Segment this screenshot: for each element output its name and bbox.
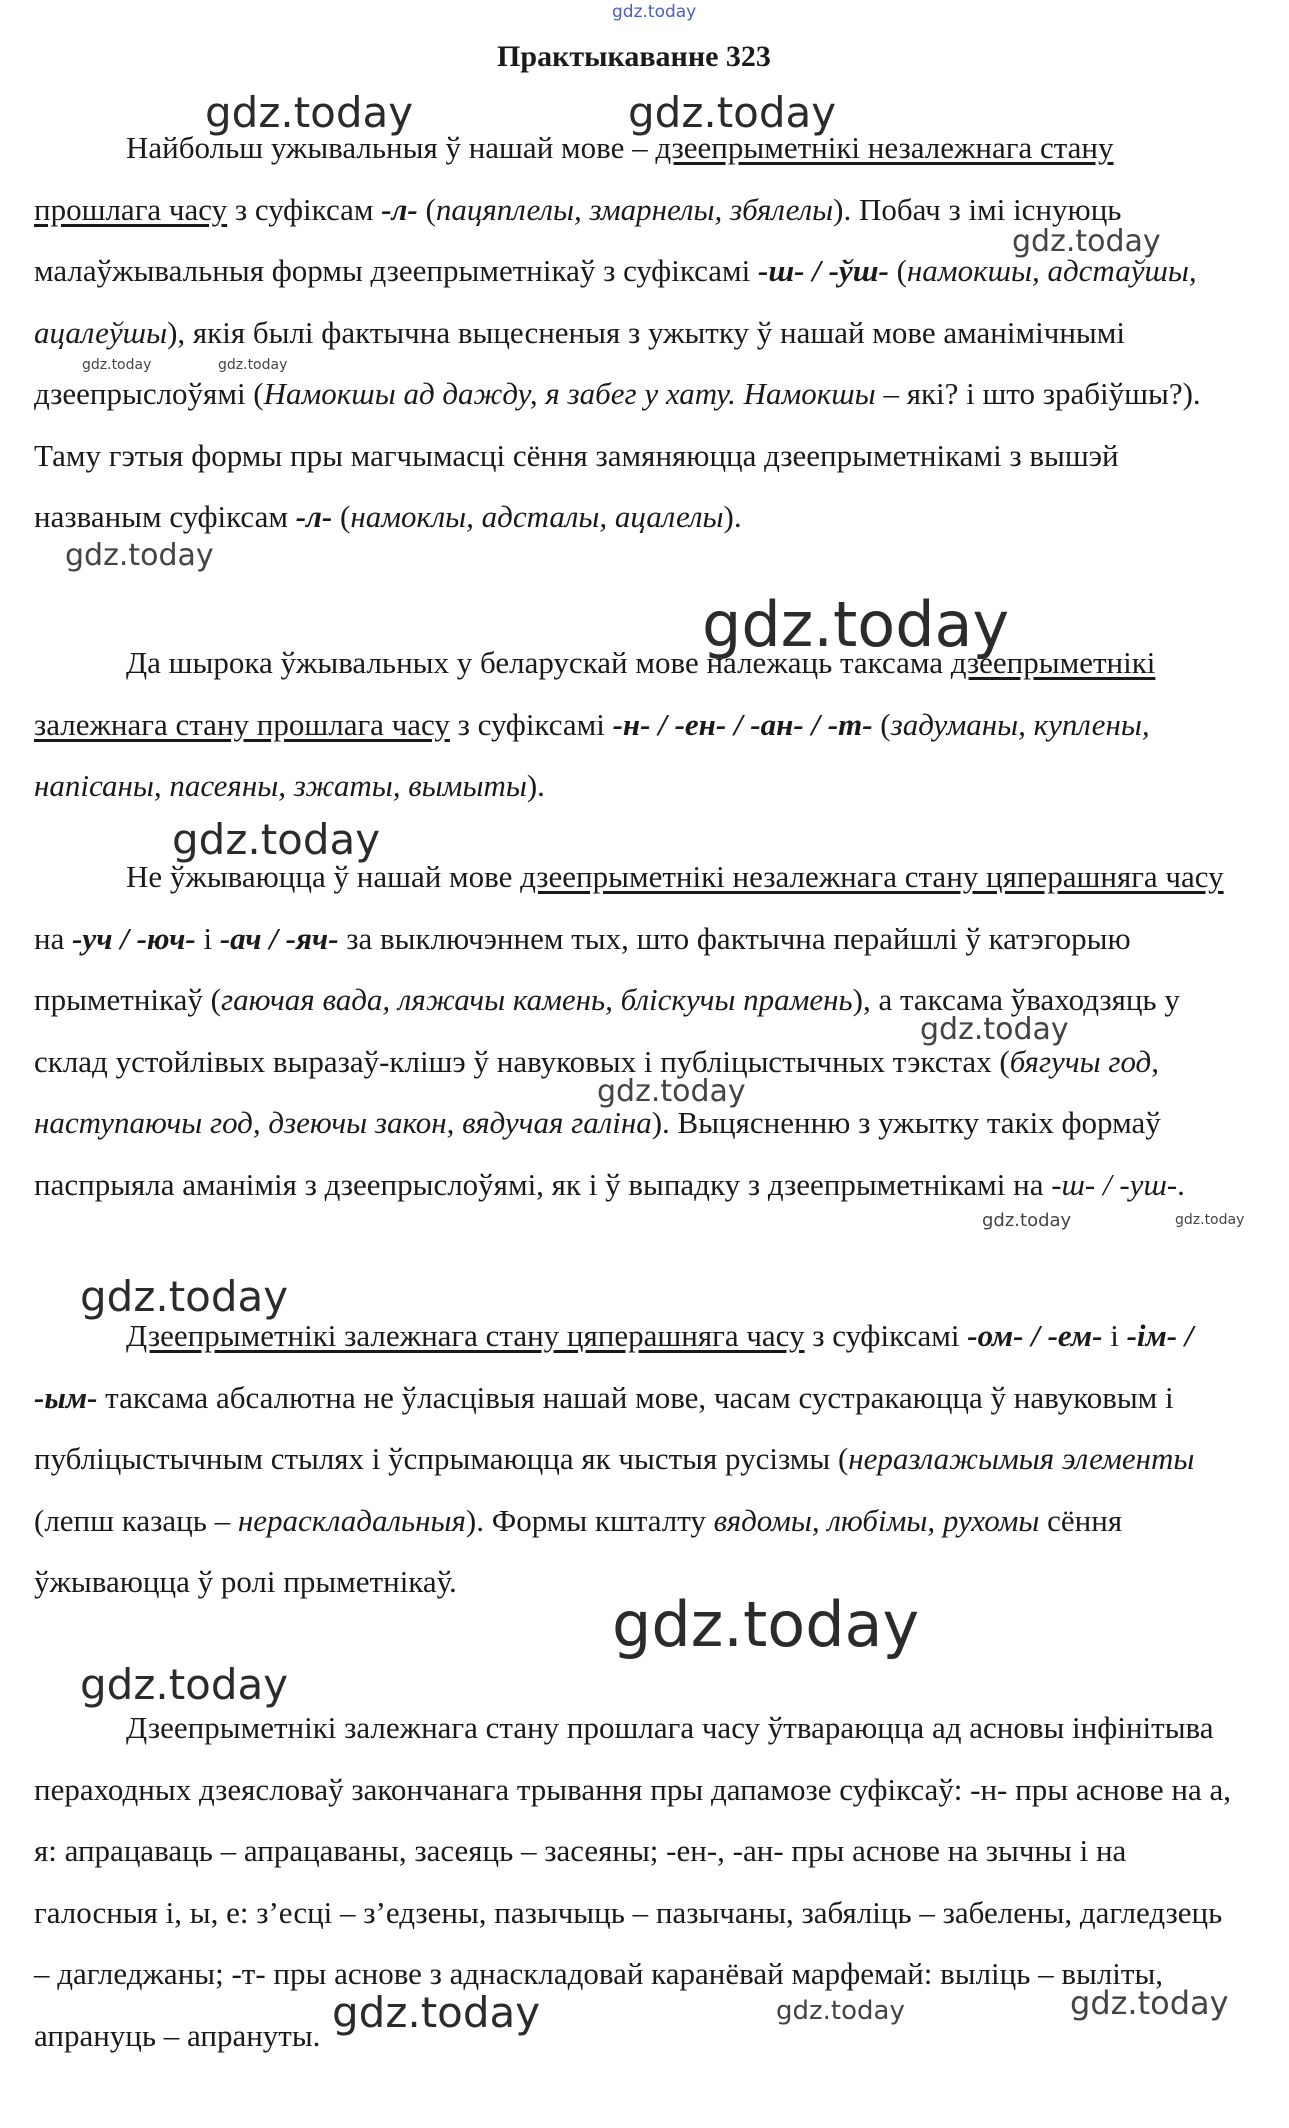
text: Не ўжываюцца ў нашай мове: [126, 859, 521, 894]
watermark: gdz.today: [982, 1210, 1072, 1231]
watermark: gdz.today: [597, 1074, 746, 1109]
suffix: -ач / -яч-: [219, 920, 339, 956]
page-title: Практыкаванне 323: [497, 40, 771, 73]
suffix: -уч / -юч-: [72, 920, 196, 956]
text: – які? і што зрабіўшы?). Таму гэтыя формы пры магчымасці сёння замяняюцца дзеепрыметнікамі з вышэй названым суфіксам: [34, 376, 1201, 534]
paragraph-1: [34, 117, 1234, 548]
term-underlined: дзеепрыметнікі незалежнага стану цяперашняга часу: [520, 859, 1224, 894]
watermark: gdz.today: [612, 1588, 920, 1661]
text: сёння ўжываюцца ў ролі прыметнікаў.: [34, 1502, 1123, 1599]
text: ), а таксама ўваходзяць у склад устойлівых выразаў-клішэ ў навуковых і публіцыстычных тэкстах (: [34, 982, 1180, 1079]
watermark: gdz.today: [1070, 1984, 1229, 2022]
suffix: -ім- / -ым-: [34, 1318, 1194, 1415]
text: Найбольш ужывальныя ў нашай мове –: [126, 130, 656, 165]
example: намоклы, адсталы, ацалелы: [350, 499, 724, 534]
paragraph-4: [34, 1305, 1234, 1613]
watermark: gdz.today: [702, 588, 1010, 661]
text: ). Формы кшталту: [465, 1502, 714, 1538]
watermark: gdz.today: [82, 357, 152, 373]
text: ), якія былі фактычна выцесненыя з ужытку ў нашай мове аманімічнымі дзеепрыслоўямі (: [34, 314, 1125, 411]
suffix: -н- / -ен- / -ан- / -т-: [612, 706, 873, 742]
example: неразлажымыя элементы: [848, 1441, 1195, 1476]
term-underlined: дзеепрыметнікі залежнага стану прошлага часу: [34, 645, 1156, 742]
paragraph-5: [34, 1697, 1234, 2066]
watermark: gdz.today: [65, 538, 214, 573]
text: і: [1102, 1318, 1127, 1353]
watermark: gdz.today: [1175, 1212, 1245, 1228]
text: ).: [526, 768, 545, 803]
example: намокшы, адстаўшы, ацалеўшы: [34, 253, 1197, 350]
text: і: [195, 920, 220, 956]
text: Дзеепрыметнікі залежнага стану прошлага часу ўтвараюцца ад асновы інфінітыва пераходных дзеясловаў закончанага трывання пры дапамозе суфіксаў: -н- пры аснове на а, я: апрацаваць – апрацаваны, засеяць – засеяны; -ен-, -ан- пры аснове на зычны і на галосныя і, ы, е: з’есці – з’едзены, пазычыць – пазычаны, забяліць – забелены, дагледзець – дагледжаны; -т- пры аснове з аднаскладовай каранёвай марфемай: выліць – выліты, апрануць – апрануты.: [34, 1710, 1231, 2053]
watermark: gdz.today: [218, 357, 288, 373]
text: .: [1177, 1166, 1185, 1202]
text: ). Побач з імі існуюць малаўжывальныя формы дзеепрыметнікаў з суфіксамі: [34, 191, 1122, 288]
term-underlined: Дзеепрыметнікі залежнага стану цяперашняга часу: [126, 1318, 805, 1353]
watermark: gdz.today: [776, 1996, 905, 2026]
text: (: [872, 706, 891, 742]
text: з суфіксамі: [449, 706, 613, 742]
suffix: -л-: [381, 191, 418, 227]
watermark: gdz.today: [80, 1660, 289, 1709]
paragraph-2: [34, 632, 1234, 817]
example: бягучы год, наступаючы год, дзеючы закон, вядучая галіна: [34, 1043, 1159, 1140]
text: (: [888, 253, 907, 288]
watermark: gdz.today: [172, 815, 381, 864]
text: з суфіксам: [227, 191, 382, 227]
suffix-italic: -ш- / -уш-: [1051, 1166, 1178, 1202]
example: пацяплелы, змарнелы, збялелы: [435, 191, 834, 227]
example: задуманы, куплены, напісаны, пасеяны, зжаты, вымыты: [34, 706, 1150, 803]
example: нераскладальныя: [237, 1502, 466, 1538]
watermark: gdz.today: [205, 88, 414, 137]
example: Намокшы ад дажду, я забег у хату. Намокшы: [263, 376, 876, 411]
text: ). Выцясненню з ужытку такіх формаў паспрыяла аманімія з дзеепрыслоўямі, як і ў выпадку з дзеепрыметнікамі на: [34, 1105, 1161, 1202]
watermark: gdz.today: [1012, 224, 1161, 259]
watermark: gdz.today: [332, 1988, 541, 2037]
text: (: [332, 499, 351, 534]
watermark: gdz.today: [920, 1012, 1069, 1047]
suffix: -ш- / -ўш-: [758, 253, 889, 288]
paragraph-3: [34, 846, 1234, 1215]
text: таксама абсалютна не ўласцівыя нашай мове, часам сустракаюцца ў навуковым і публіцыстычным стылях і ўспрымаюцца як чыстыя русізмы (: [34, 1379, 1174, 1476]
text: (лепш казаць –: [34, 1502, 238, 1538]
watermark-top: gdz.today: [612, 2, 697, 22]
text: Да шырока ўжывальных у беларускай мове належаць таксама: [126, 645, 951, 680]
text: (: [417, 191, 436, 227]
watermark: gdz.today: [80, 1272, 289, 1321]
watermark: gdz.today: [628, 88, 837, 137]
term-underlined: дзеепрыметнікі незалежнага стану прошлага часу: [34, 130, 1114, 227]
text: з суфіксамі: [804, 1318, 968, 1353]
text: ).: [723, 499, 742, 534]
suffix: -ом- / -ем-: [967, 1318, 1103, 1353]
example: вядомы, любімы, рухомы: [713, 1502, 1040, 1538]
suffix: -л-: [295, 499, 333, 534]
text: за выключэннем тых, што фактычна перайшлі ў катэгорыю прыметнікаў (: [34, 920, 1131, 1017]
text: на: [34, 920, 73, 956]
example: гаючая вада, ляжачы камень, бліскучы прамень: [220, 982, 853, 1017]
